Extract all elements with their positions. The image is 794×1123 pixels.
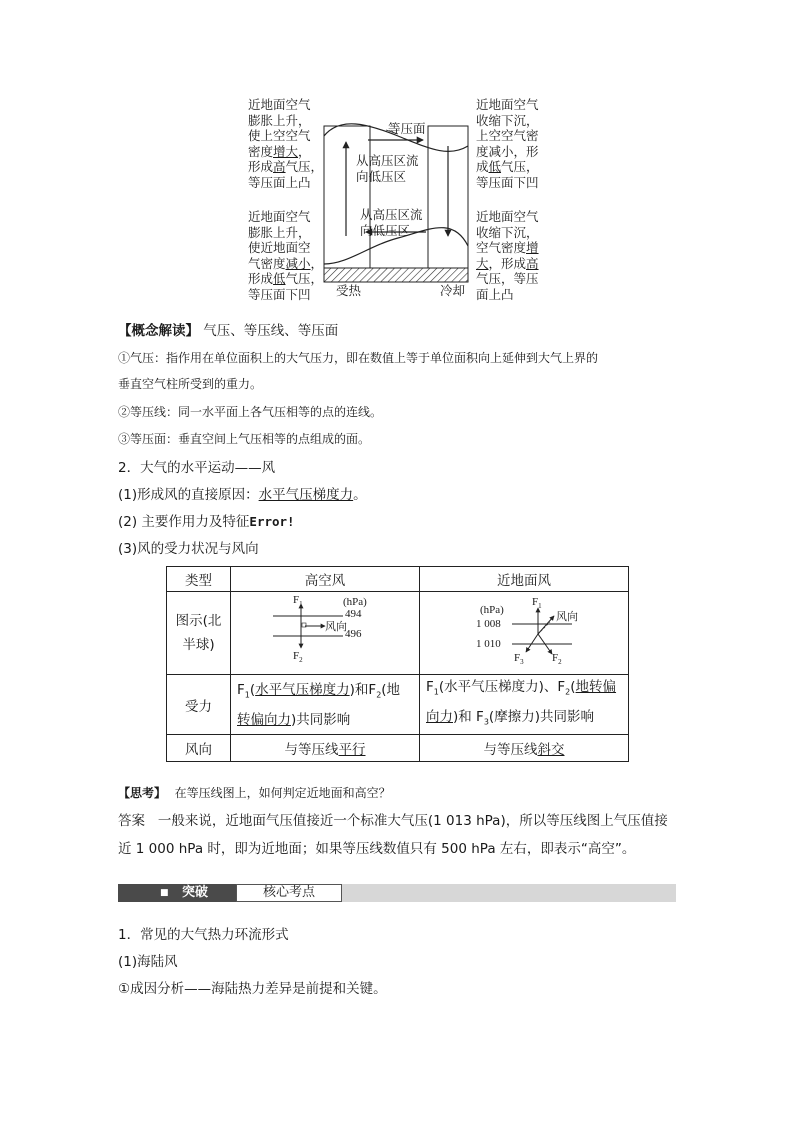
diagram-text-line: 近地面空气 [476,210,539,224]
diagram-text-line: 收缩下沉， [476,113,539,128]
heated-label: 受热 [336,284,362,298]
concept-item-1b: 垂直空气柱所受到的重力。 [118,377,263,391]
table-row [167,735,629,762]
diagram-text-line: 使上空空气 [248,129,311,144]
think-answer-1 [118,812,668,830]
text-span: ( [570,679,576,695]
high-unit-label: (hPa) [343,596,367,608]
upper-flow-line: 从高压区流 [356,154,419,168]
concept-item-2: ②等压线：同一水平面上各气压相等的点的连线。 [118,405,383,419]
think-question: 在等压线图上，如何判定近地面和高空？ [174,786,391,800]
diagram-text-line: 度减小，形 [476,144,539,159]
p2-error-text: Error! [249,514,295,529]
table-row [167,567,629,592]
bullet-icon: ■ [160,888,169,898]
section2-p1 [118,486,367,504]
diagram-text-line: 近地面空气 [248,98,311,112]
surface-wind-diagram [420,592,629,675]
diagram-text-line: 空气密度增 [476,241,539,256]
high-496-label: 496 [345,628,362,640]
high-f1-label [293,594,303,608]
lower-flow-line: 从高压区流 [360,208,423,222]
table-row [167,675,629,735]
diagram-text-line: 气压，等压 [476,272,539,287]
f-label: F [514,652,521,664]
p1-answer: 水平气压梯度力 [258,487,354,503]
isobar-label: 等压面 [388,122,426,136]
lower-flow-line: 向低压区 [360,223,411,238]
p2-prefix: (2) 主要作用力及特征 [118,514,250,530]
f-sub: 2 [299,656,303,665]
text-span: 与等压线 [483,742,538,759]
think-label: 【思考】 [118,786,167,800]
diagram-text-line: 形成低气压， [248,272,324,287]
concept-heading-rest: 气压、等压线、等压面 [203,323,339,339]
cooled-label: 冷却 [440,284,466,298]
p1-prefix: (1)形成风的直接原因： [118,487,259,503]
diagram-text-line: 膨胀上升， [248,225,311,240]
p1-suffix: 。 [353,487,367,503]
think-heading [118,784,391,802]
diagram-text-line: 密度增大， [248,144,311,159]
text-span: (地 [381,681,401,698]
low-1010-label: 1 010 [476,638,501,650]
diagram-text-line: 面上凸 [476,287,514,302]
text-span: (摩擦力)共同影响 [488,708,594,725]
table-cell: 风向 [167,735,231,762]
high-dir-cell [231,735,420,762]
core-item: ①成因分析——海陆热力差异是前提和关键。 [118,981,387,997]
high-force-line2 [237,708,419,732]
think-answer-2: 近 1 000 hPa 时，即为近地面；如果等压线数值只有 500 hPa 左右，即表示“高空”。 [118,841,636,857]
text-span: 地转偏 [575,679,617,695]
low-1008-label: 1 008 [476,618,501,630]
f-label: F [293,594,300,606]
f-label: F [552,652,559,664]
text-span: )和 F [453,708,484,725]
low-dir-cell [420,735,629,762]
text-sub: 2 [565,687,571,697]
f-label: F [293,650,300,662]
low-unit-label: (hPa) [480,604,504,616]
high-494-label: 494 [345,608,362,620]
text-span: F [237,681,245,698]
table-cell: 受力 [167,675,231,735]
text-span: 向力 [426,708,453,725]
diagram-text-line: 近地面空气 [476,98,539,112]
answer-text: 一般来说，近地面气压值接近一个标准大气压(1 013 hPa)，所以等压线图上气压值接 [157,813,668,829]
low-f3-label [514,652,524,666]
high-altitude-wind-diagram [231,592,420,675]
text-span: 斜交 [537,742,565,759]
concept-item-3: ③等压面：垂直空间上气压相等的点组成的面。 [118,432,371,446]
core-sub: (1)海陆风 [118,954,178,970]
f-label: F [532,596,539,608]
concept-heading-label: 【概念解读】 [118,323,199,339]
concept-heading [118,322,338,340]
low-wind-label: 风向 [556,610,578,623]
low-f1-label [532,596,542,610]
text-span: 转偏向力 [237,711,291,728]
low-force-line2 [426,705,628,735]
diagram-text-line: 等压面上凸 [248,175,311,190]
diagram-text-line: 成低气压， [476,160,539,175]
concept-item-1a: ①气压：指作用在单位面积上的大气压力，即在数值上等于单位面积向上延伸到大气上界的 [118,351,599,365]
f-sub: 1 [299,600,303,609]
section2-p3: (3)风的受力状况与风向 [118,541,259,557]
table-header-cell: 近地面风 [420,567,629,592]
text-span: (水平气压梯度力)、F [438,679,566,695]
row-label-line: 图示(北 [175,613,222,629]
text-sub: 2 [376,690,382,700]
table-header-cell: 高空风 [231,567,420,592]
diagram-text-line: 近地面空气 [248,210,311,224]
text-span: F [426,679,434,695]
text-span: 平行 [338,742,366,759]
low-f2-label [552,652,562,666]
diagram-text-line: 上空空气密 [476,129,539,144]
core-title: 1．常见的大气热力环流形式 [118,927,289,943]
surface-wind-svg [420,592,628,674]
high-wind-label: 风向 [325,620,347,633]
answer-label: 答案 [118,813,145,829]
f-sub: 1 [538,602,542,611]
upper-flow-label [356,154,419,185]
diagram-text-line: 等压面下凹 [248,287,311,302]
diagram-text-line: 使近地面空 [248,241,311,256]
upper-flow-line: 向低压区 [356,169,407,184]
text-sub: 3 [483,717,489,727]
diagram-text-line: 形成高气压， [248,160,324,175]
thermal-circulation-diagram [248,96,548,302]
lower-flow-label [360,208,423,239]
table-cell [167,592,231,675]
table-header-cell: 类型 [167,567,231,592]
section2-title: 2．大气的水平运动——风 [118,460,276,476]
banner-left [118,884,236,902]
high-force-cell [231,675,420,735]
diagram-text-line: 大，形成高 [476,256,539,271]
text-span: ( [249,681,256,698]
low-force-line1 [426,675,628,705]
banner-left-label: 突破 [182,885,209,900]
section2-p2 [118,513,295,531]
banner-right: 核心考点 [236,884,342,902]
diagram-text-line: 气密度减小， [248,256,324,271]
diagram-text-line: 膨胀上升， [248,113,311,128]
text-span: )共同影响 [291,711,351,728]
diagram-text-line: 等压面下凹 [476,175,539,190]
text-span: 与等压线 [284,742,339,759]
row-label-line: 半球) [182,637,215,653]
diagram-text-line: 收缩下沉， [476,225,539,240]
wind-force-table [166,566,629,762]
f-sub: 3 [520,658,524,667]
high-f2-label [293,650,303,664]
high-force-line1 [237,678,419,708]
section-banner [118,882,676,904]
text-span: 水平气压梯度力 [255,681,350,698]
low-force-cell [420,675,629,735]
text-sub: 1 [433,687,439,697]
text-sub: 1 [244,690,250,700]
f-sub: 2 [558,658,562,667]
text-span: )和F [349,681,377,698]
table-row [167,592,629,675]
